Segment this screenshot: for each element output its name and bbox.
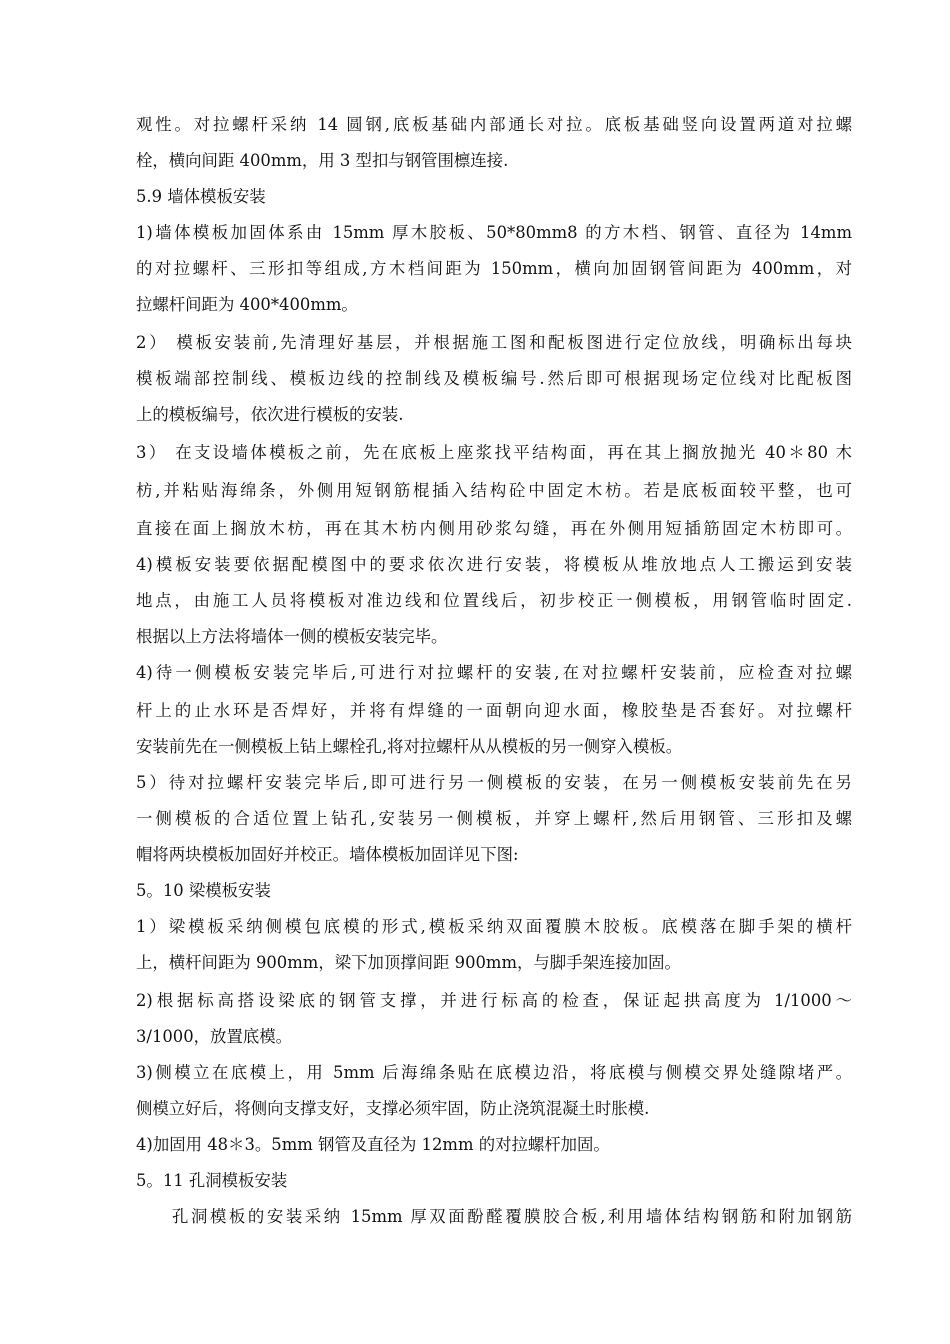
text-line: 3） 在支设墙体模板之前，先在底板上座浆找平结构面，再在其上搁放抛光 40＊80 木: [136, 443, 852, 462]
text-line: 栓，横向间距 400mm，用 3 型扣与钢管围檩连接.: [136, 151, 509, 170]
text-line: 直接在面上搁放木枋，再在其木枋内侧用砂浆勾缝，再在外侧用短插筋固定木枋即可。: [136, 519, 852, 538]
text-line: 1)墙体模板加固体系由 15mm 厚木胶板、50*80mm8 的方木档、钢管、直径为 14mm: [136, 223, 852, 242]
text-line: 根据以上方法将墙体一侧的模板安装完毕。: [136, 627, 448, 646]
text-line: 模板端部控制线、模板边线的控制线及模板编号.然后即可根据现场定位线对比配板图: [136, 369, 852, 388]
text-line: 2)根据标高搭设梁底的钢管支撑，并进行标高的检查，保证起拱高度为 1/1000～: [136, 991, 852, 1010]
text-line: 观性。对拉螺杆采纳 14 圆钢,底板基础内部通长对拉。底板基础竖向设置两道对拉螺: [136, 115, 852, 134]
text-line: 侧模立好后，将侧向支撑支好，支撑必须牢固，防止浇筑混凝土时胀模.: [136, 1099, 650, 1118]
text-line: 3)侧模立在底模上，用 5mm 后海绵条贴在底模边沿，将底模与侧模交界处缝隙堵严。: [136, 1063, 852, 1082]
text-line: 地点，由施工人员将模板对准边线和位置线后，初步校正一侧模板，用钢管临时固定.: [136, 591, 852, 610]
text-line: 上，横杆间距为 900mm，梁下加顶撑间距 900mm，与脚手架连接加固。: [136, 953, 681, 972]
text-line: 3/1000，放置底模。: [136, 1027, 293, 1046]
text-line: 拉螺杆间距为 400*400mm。: [136, 295, 358, 314]
text-line: 的对拉螺杆、三形扣等组成,方木档间距为 150mm，横向加固钢管间距为 400mm，对: [136, 259, 852, 278]
text-line: 4)待一侧模板安装完毕后,可进行对拉螺杆的安装,在对拉螺杆安装前，应检查对拉螺: [136, 663, 852, 682]
text-line: 孔洞模板的安装采纳 15mm 厚双面酚醛覆膜胶合板,利用墙体结构钢筋和附加钢筋: [172, 1207, 852, 1226]
text-line: 上的模板编号，依次进行模板的安装.: [136, 405, 404, 424]
text-line: 安装前先在一侧模板上钻上螺栓孔,将对拉螺杆从从模板的另一侧穿入模板。: [136, 737, 683, 756]
text-line: 帽将两块模板加固好并校正。墙体模板加固详见下图:: [136, 845, 519, 864]
text-line: 枋,并粘贴海绵条，外侧用短钢筋棍插入结构砼中固定木枋。若是底板面较平整，也可: [136, 481, 852, 500]
section-heading: 5。11 孔洞模板安装: [136, 1171, 288, 1190]
text-line: 4)加固用 48＊3。5mm 钢管及直径为 12mm 的对拉螺杆加固。: [136, 1135, 610, 1154]
text-line: 杆上的止水环是否焊好，并将有焊缝的一面朝向迎水面，橡胶垫是否套好。对拉螺杆: [136, 701, 852, 720]
section-heading: 5.9 墙体模板安装: [136, 187, 266, 206]
section-heading: 5。10 梁模板安装: [136, 881, 271, 900]
text-line: 4)模板安装要依据配模图中的要求依次进行安装，将模板从堆放地点人工搬运到安装: [136, 555, 852, 574]
text-line: 5）待对拉螺杆安装完毕后,即可进行另一侧模板的安装，在另一侧模板安装前先在另: [136, 773, 852, 792]
text-line: 2） 模板安装前,先清理好基层，并根据施工图和配板图进行定位放线，明确标出每块: [136, 333, 852, 352]
text-line: 一侧模板的合适位置上钻孔,安装另一侧模板，并穿上螺杆,然后用钢管、三形扣及螺: [136, 809, 852, 828]
text-line: 1）梁模板采纳侧模包底模的形式,模板采纳双面覆膜木胶板。底模落在脚手架的横杆: [136, 917, 852, 936]
